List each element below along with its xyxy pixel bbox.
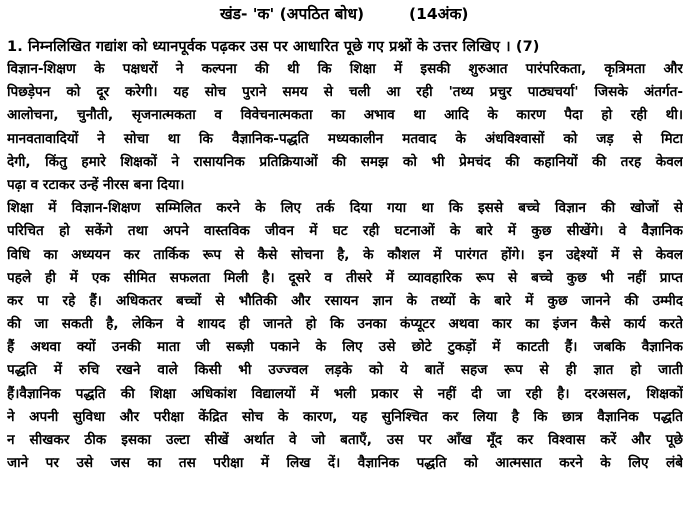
passage (7, 58, 683, 475)
passage-line: परिचित हो सकेंगे तथा अपने वास्तविक जीवन में घट रही घटनाओं के बारे में कुछ सीखेंगे। वे वैज्ञानिक (7, 223, 683, 240)
passage-line: आलोचना, चुनौती, सृजनात्मकता व विवेचनात्मकता का अभाव था आदि के कारण पैदा हो रही थी। (7, 107, 683, 124)
question-instruction: 1. निम्नलिखित गद्यांश को ध्यानपूर्वक पढ़कर उस पर आधारित पूछे गए प्रश्नों के उत्तर लिखिए । (7) (7, 39, 540, 55)
passage-line: पद्धति में रुचि रखने वाले किसी भी उज्ज्वल लड़के को ये बातें सहज रूप से ही ज्ञात हो जाती (7, 362, 683, 379)
passage-line: न सीखकर ठीक इसका उल्टा सीखें अर्थात वे जो बताएँ, उस पर आँख मूँद कर विश्वास करें और पूछे (7, 432, 683, 448)
passage-line: पिछड़ेपन को दूर करेगी। यह सोच पुराने समय से चली आ रही 'तथ्य प्रचुर पाठ्यचर्या' जिसके अंतर्गत- (7, 84, 683, 101)
passage-line: हैं।वैज्ञानिक पद्धति की शिक्षा अधिकांश विद्यालयों में भली प्रकार से नहीं दी जा रही है। दरअसल, शिक्षकों (7, 385, 683, 402)
passage-line: ने अपनी सुविधा और परीक्षा केंद्रित सोच के कारण, यह सुनिश्चित कर लिया है कि छात्र वैज्ञानिक पद्धति (7, 408, 683, 425)
passage-paragraph-2 (7, 128, 683, 198)
passage-line: हैं अथवा क्यों उनकी माता जी सब्ज़ी पकाने के लिए उसे छोटे टुकड़ों में काटती हैं। जबकि वैज्ञानिक (7, 339, 683, 356)
passage-line: पढ़ा व रटाकर उन्हें नीरस बना दिया। (7, 176, 185, 193)
passage-line: देगी, किंतु हमारे शिक्षकों ने रासायनिक प्रतिक्रियाओं की समझ को भी प्रेमचंद की कहानियों की तरह केवल (7, 153, 683, 170)
passage-paragraph-1 (7, 58, 683, 128)
passage-line: की जा सकती है, लेकिन वे शायद ही जानते हो कि उनका कंप्यूटर अथवा कार का इंजन कैसे कार्य करते (7, 316, 683, 333)
passage-paragraph-3 (7, 197, 683, 475)
passage-line: मानवतावादियों ने सोचा था कि वैज्ञानिक-पद्धति मध्यकालीन मतवाद के अंधविश्वासों को जड़ से मिटा (7, 130, 683, 147)
passage-line: विधि का अध्ययन कर तार्किक रूप से कैसे सोचना है, के कौशल में पारंगत होंगे। इन उद्देश्यों में से केवल (7, 246, 683, 263)
passage-line: कर पा रहे हैं। अधिकतर बच्चों से भौतिकी और रसायन ज्ञान के तथ्यों के बारे में कुछ जानने की उम्मीद (7, 292, 683, 309)
section-marks: (14अंक) (409, 5, 469, 23)
section-title: खंड- 'क' (अपठित बोध) (220, 5, 365, 23)
passage-line: विज्ञान-शिक्षण के पक्षधरों ने कल्पना की थी कि शिक्षा में इसकी शुरुआत पारंपरिकता, कृत्रिमता और (7, 61, 683, 77)
section-header (0, 2, 687, 24)
passage-line: शिक्षा में विज्ञान-शिक्षण सम्मिलित करने के लिए तर्क दिया गया था कि इससे बच्चे विज्ञान की खोजों से (7, 200, 683, 217)
passage-line: जाने पर उसे जस का तस परीक्षा में लिख दें। वैज्ञानिक पद्धति को आत्मसात करने के लिए लंबे (7, 455, 683, 472)
passage-line: पहले ही में एक सीमित सफलता मिली है। दूसरे व तीसरे में व्यावहारिक रूप से बच्चे कुछ भी नहीं प्राप्त (7, 269, 683, 286)
